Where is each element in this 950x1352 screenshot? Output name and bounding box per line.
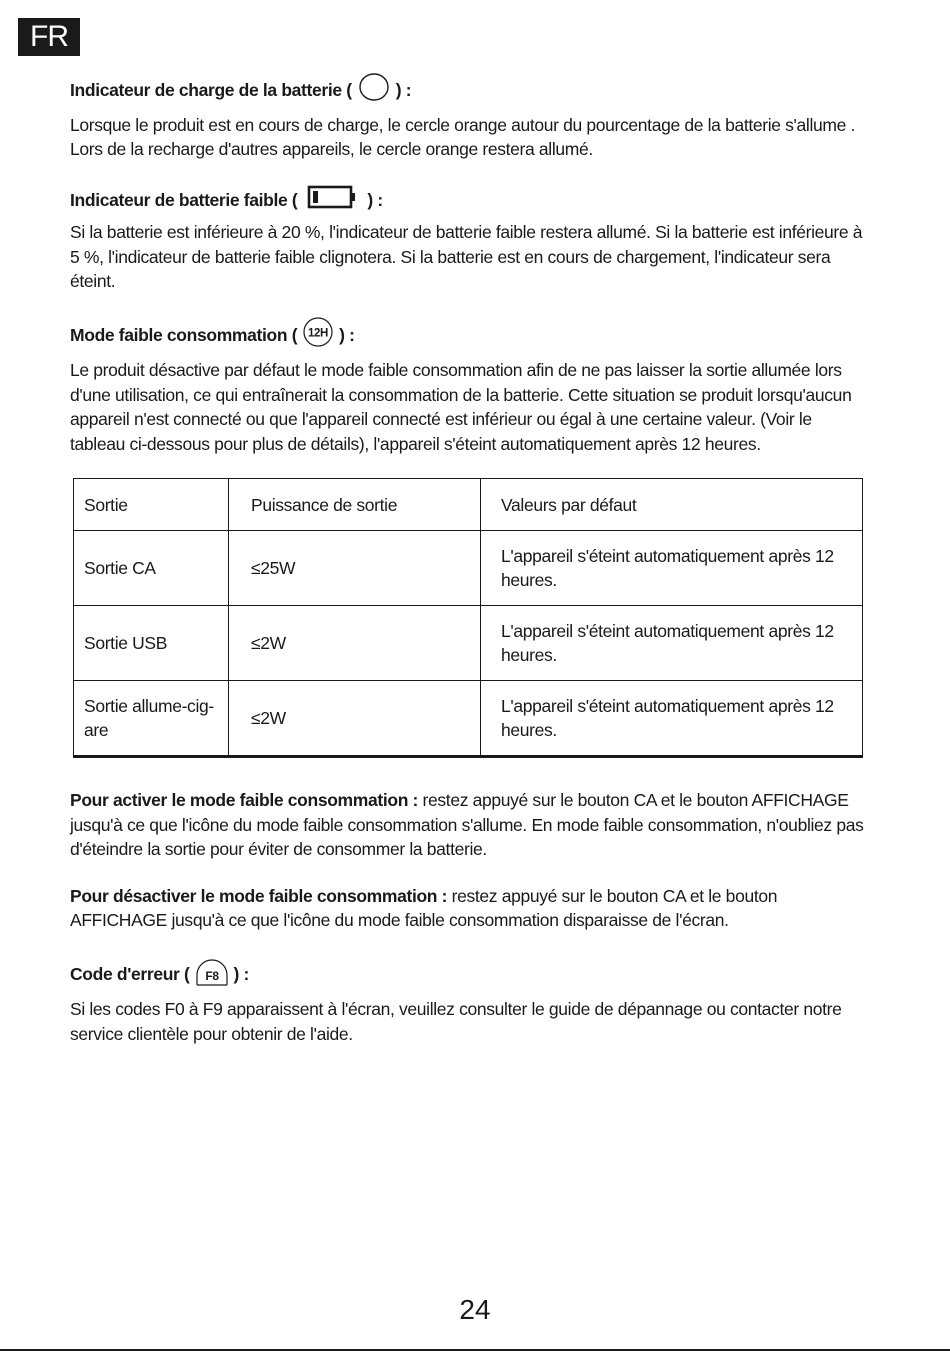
- section-heading: [70, 184, 870, 217]
- error-f8-icon: [194, 955, 230, 994]
- table-header-cell: Sortie: [74, 479, 229, 531]
- timer-12h-icon: [301, 316, 335, 355]
- table-cell-output: Sortie allume-cig-are: [74, 681, 229, 757]
- battery-low-icon: [307, 184, 357, 217]
- table-cell-power: ≤2W: [229, 681, 481, 757]
- heading-suffix: ) :: [367, 189, 383, 210]
- section-heading: [70, 316, 870, 355]
- table-cell-power: ≤25W: [229, 531, 481, 606]
- table-cell-default: L'appareil s'éteint automatiquement après 12 heures.: [481, 606, 863, 681]
- heading-suffix: ) :: [339, 324, 355, 345]
- table-header-cell: Puissance de sortie: [229, 479, 481, 531]
- heading-text: Indicateur de batterie faible (: [70, 189, 298, 210]
- activate-text: restez appuyé sur le bouton CA et le bouton AFFICHAGE jusqu'à ce que l'icône du mode faible consommation s'allume. En mode faible consommation, n'oubliez pas d'éteindre la sortie pour éviter de consommer la batterie.: [70, 790, 864, 859]
- section-charge-indicator: [70, 72, 870, 162]
- page-bottom-divider: [0, 1349, 950, 1351]
- section-heading: [70, 72, 870, 109]
- table-header-row: [74, 479, 863, 531]
- section-body: Si la batterie est inférieure à 20 %, l'indicateur de batterie faible restera allumé. Si la batterie est inférieure à 5 %, l'indicateur de batterie faible clignotera. Si la batterie est en cours de chargement, l'indicateur sera éteint.: [70, 222, 863, 291]
- table-cell-power: ≤2W: [229, 606, 481, 681]
- table-cell-output: Sortie CA: [74, 531, 229, 606]
- output-settings-table: [73, 478, 863, 758]
- table-cell-output: Sortie USB: [74, 606, 229, 681]
- circle-icon: [358, 72, 390, 109]
- section-body: Lorsque le produit est en cours de charge, le cercle orange autour du pourcentage de la batterie s'allume . Lors de la recharge d'autres appareils, le cercle orange restera allumé.: [70, 114, 856, 159]
- deactivate-instructions: [70, 884, 870, 933]
- section-heading: [70, 955, 870, 994]
- section-body: Le produit désactive par défaut le mode faible consommation afin de ne pas laisser la sortie allumée lors d'une utilisation, ce qui entraînerait la consommation de la batterie. Cette situation se produit lorsqu'aucun appareil n'est connecté ou que l'appareil connecté est inférieur ou égal à une certaine valeur. (Voir le tableau ci-dessous pour plus de détails), l'appareil s'éteint automatiquement après 12 heures.: [70, 360, 852, 454]
- table-cell-default: L'appareil s'éteint automatiquement après 12 heures.: [481, 531, 863, 606]
- table-row: [74, 606, 863, 681]
- heading-text: Code d'erreur (: [70, 963, 190, 984]
- section-low-battery: [70, 184, 870, 294]
- table-header-cell: Valeurs par défaut: [481, 479, 863, 531]
- activate-instructions: [70, 788, 870, 862]
- heading-text: Mode faible consommation (: [70, 324, 298, 345]
- page-content: [70, 72, 870, 1068]
- timer-icon-label: 12H: [308, 327, 329, 339]
- deactivate-text: restez appuyé sur le bouton CA et le bouton AFFICHAGE jusqu'à ce que l'icône du mode faible consommation disparaisse de l'écran.: [70, 885, 778, 930]
- error-icon-label: F8: [204, 968, 219, 983]
- section-low-power-mode: [70, 316, 870, 457]
- table-row: [74, 531, 863, 606]
- heading-suffix: ) :: [395, 80, 412, 100]
- section-error-code: [70, 955, 870, 1047]
- heading-text: Indicateur de charge de la batterie (: [70, 80, 352, 100]
- language-badge: FR: [18, 18, 80, 56]
- heading-suffix: ) :: [233, 963, 249, 984]
- activate-lead: Pour activer le mode faible consommation :: [70, 790, 419, 810]
- page-number: 24: [459, 1294, 491, 1325]
- deactivate-lead: Pour désactiver le mode faible consommation :: [70, 885, 448, 906]
- table-row: [74, 681, 863, 757]
- table-cell-default: L'appareil s'éteint automatiquement après 12 heures.: [481, 681, 863, 757]
- section-body: Si les codes F0 à F9 apparaissent à l'écran, veuillez consulter le guide de dépannage ou contacter notre service clientèle pour obtenir de l'aide.: [70, 999, 842, 1044]
